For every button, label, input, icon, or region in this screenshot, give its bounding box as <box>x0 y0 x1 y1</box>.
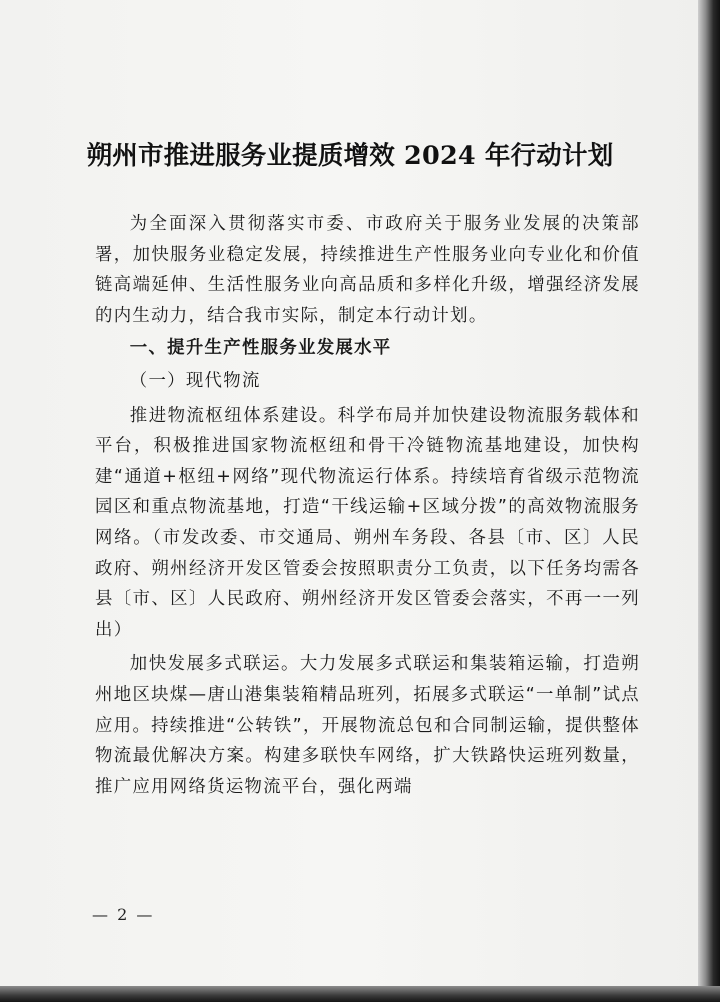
document-body <box>95 209 640 802</box>
subsection-heading: （一）现代物流 <box>129 370 261 391</box>
logistics-hub-paragraph: 推进物流枢纽体系建设。科学布局并加快建设物流服务载体和平台，积极推进国家物流枢纽和骨干冷链物流基地建设，加快构建“通道+枢纽+网络”现代物流运行体系。持续培育省级示范物流园区和重点物流基地，打造“干线运输+区域分拨”的高效物流服务网络。（市发改委、市交通局、朔州车务段、各县〔市、区〕人民政府、朔州经济开发区管委会按照职责分工负责，以下任务均需各县〔市、区〕人民政府、朔州经济开发区管委会落实，不再一一列出） <box>95 405 640 640</box>
scan-bottom-shadow <box>0 986 720 1002</box>
page-number: — 2 — <box>92 905 155 924</box>
section-heading: 一、提升生产性服务业发展水平 <box>129 338 392 359</box>
scan-edge-shadow <box>698 0 720 1002</box>
intro-paragraph: 为全面深入贯彻落实市委、市政府关于服务业发展的决策部署，加快服务业稳定发展，持续推进生产性服务业向专业化和价值链高端延伸、生活性服务业向高品质和多样化升级，增强经济发展的内生动力，结合我市实际，制定本行动计划。 <box>95 214 640 326</box>
document-title: 朔州市推进服务业提质增效 2024 年行动计划 <box>86 141 614 171</box>
multimodal-transport-paragraph: 加快发展多式联运。大力发展多式联运和集装箱运输，打造朔州地区块煤—唐山港集装箱精品班列，拓展多式联运“一单制”试点应用。持续推进“公转铁”，开展物流总包和合同制运输，提供整体物流最优解决方案。构建多联快车网络，扩大铁路快运班列数量，推广应用网络货运物流平台，强化两端 <box>95 654 640 797</box>
